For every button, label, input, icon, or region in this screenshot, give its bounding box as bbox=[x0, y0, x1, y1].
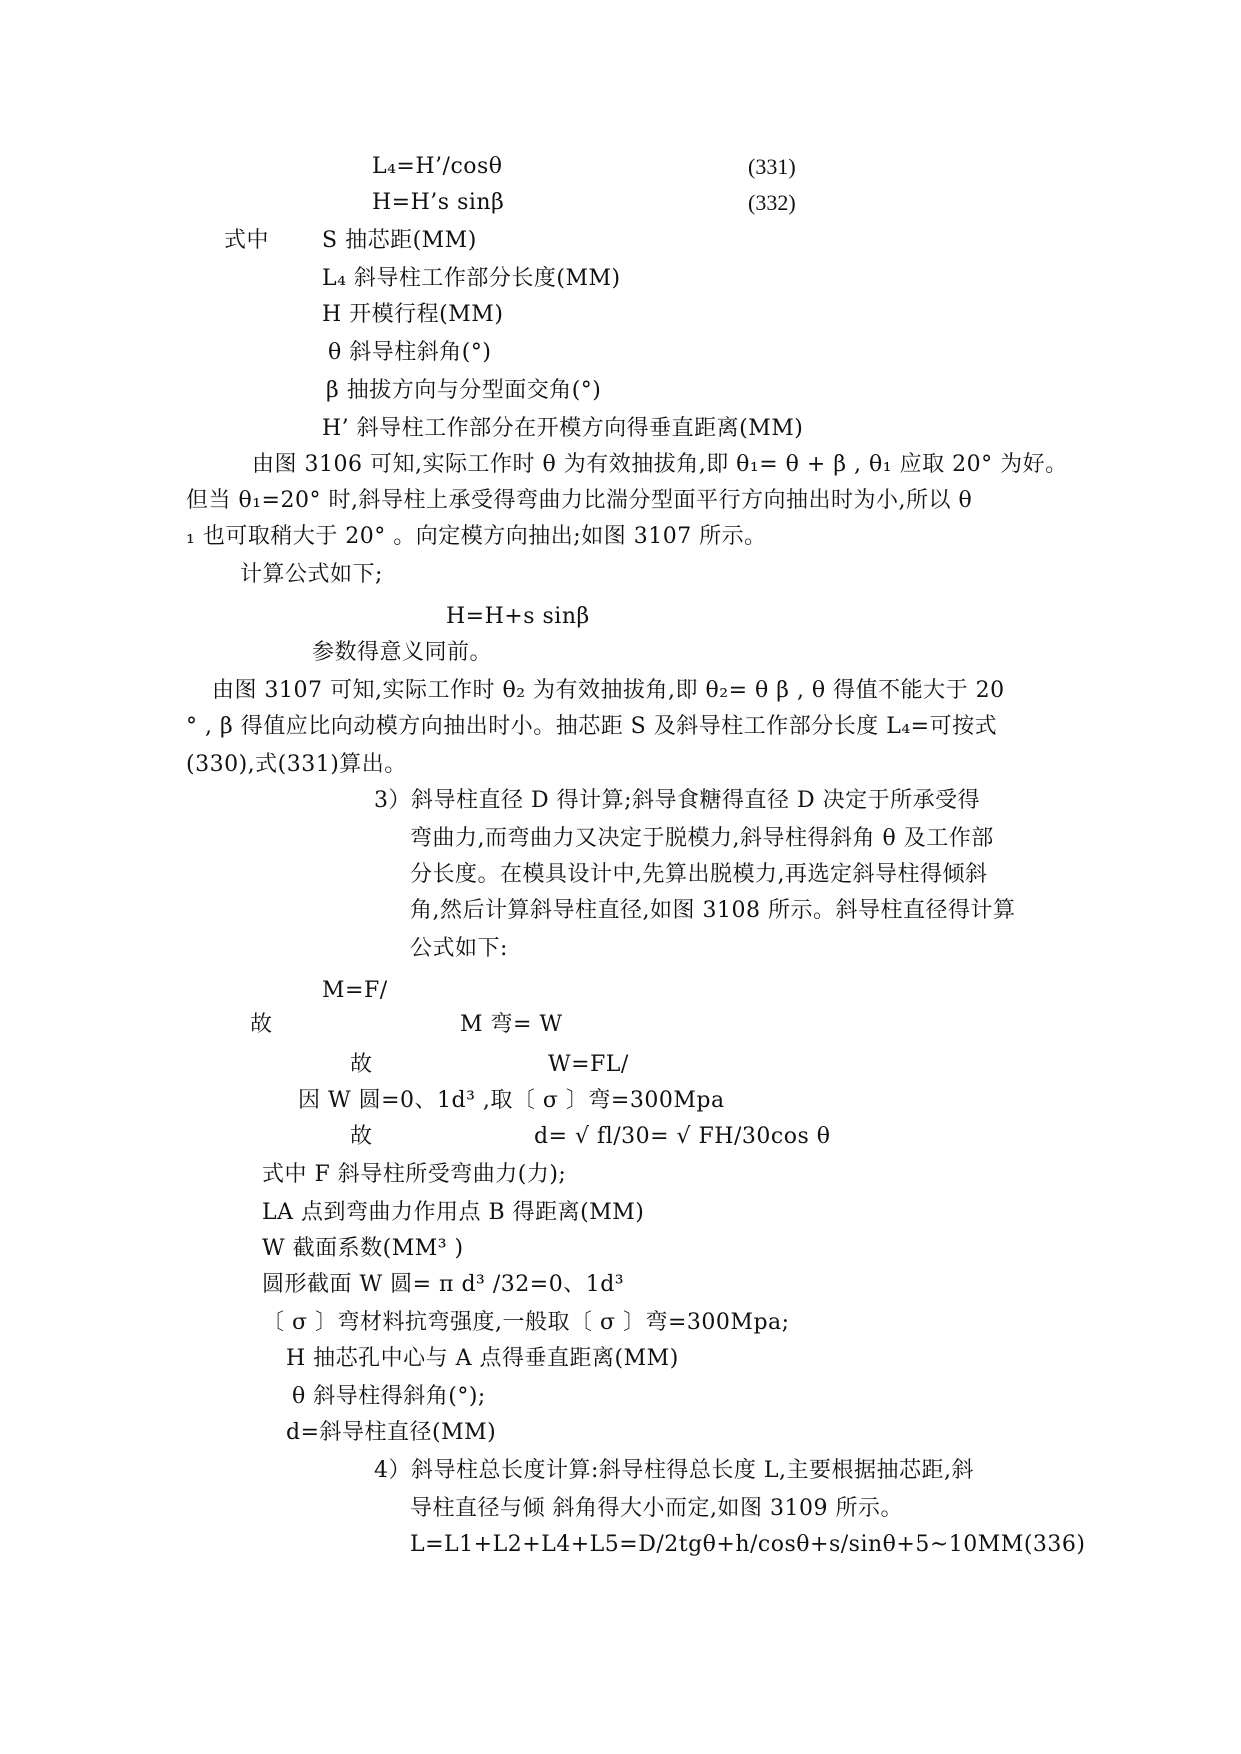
definition-theta: θ 斜导柱斜角(°) bbox=[328, 340, 492, 365]
formula-l4: L₄=H’/cosθ bbox=[372, 154, 503, 179]
definition-w: W 截面系数(MM³ ) bbox=[262, 1236, 464, 1261]
paragraph-3107-line-1: 由图 3107 可知,实际工作时 θ₂ 为有效抽拔角,即 θ₂= θ β , θ 得值不能大于 20 bbox=[212, 678, 1005, 703]
definition-d: d=斜导柱直径(MM) bbox=[286, 1420, 497, 1445]
definition-l4: L₄ 斜导柱工作部分长度(MM) bbox=[322, 266, 621, 291]
definition-beta: β 抽拔方向与分型面交角(°) bbox=[326, 378, 602, 403]
paragraph-3106-line-3: ₁ 也可取稍大于 20° 。向定模方向抽出;如图 3107 所示。 bbox=[186, 524, 767, 549]
therefore-2: 故 bbox=[350, 1052, 373, 1077]
formula-m: M=F/ bbox=[322, 978, 388, 1003]
where-label: 式中 bbox=[224, 228, 270, 253]
definition-h: H 开模行程(MM) bbox=[322, 302, 504, 327]
therefore-3: 故 bbox=[350, 1124, 373, 1149]
item-3-line-2: 弯曲力,而弯曲力又决定于脱模力,斜导柱得斜角 θ 及工作部 bbox=[410, 826, 994, 851]
formula-m-bend: M 弯= W bbox=[460, 1012, 563, 1037]
equation-number-331: (331) bbox=[748, 154, 796, 179]
formula-w-circle: 因 W 圆=0、1d³ ,取〔 σ 〕弯=300Mpa bbox=[298, 1088, 725, 1113]
formula-h-plus: H=H+s sinβ bbox=[446, 604, 590, 629]
paragraph-3106-line-2: 但当 θ₁=20° 时,斜导柱上承受得弯曲力比湍分型面平行方向抽出时为小,所以 θ bbox=[186, 488, 973, 513]
paragraph-3107-line-2: ° , β 得值应比向动模方向抽出时小。抽芯距 S 及斜导柱工作部分长度 L₄=可按式 bbox=[186, 714, 998, 739]
definition-h-prime: H’ 斜导柱工作部分在开模方向得垂直距离(MM) bbox=[322, 416, 804, 441]
parameter-note: 参数得意义同前。 bbox=[312, 640, 493, 665]
item-3-line-5: 公式如下: bbox=[410, 936, 508, 961]
equation-number-332: (332) bbox=[748, 190, 796, 215]
formula-intro: 计算公式如下; bbox=[240, 562, 383, 587]
definition-sigma: 〔 σ 〕弯材料抗弯强度,一般取〔 σ 〕弯=300Mpa; bbox=[262, 1310, 790, 1335]
paragraph-3106-line-1: 由图 3106 可知,实际工作时 θ 为有效抽拔角,即 θ₁= θ + β , θ₁ 应取 20° 为好。 bbox=[252, 452, 1068, 477]
definition-h-axis: H 抽芯孔中心与 A 点得垂直距离(MM) bbox=[286, 1346, 679, 1371]
formula-w: W=FL/ bbox=[548, 1052, 629, 1077]
definition-w-circle: 圆形截面 W 圆= π d³ /32=0、1d³ bbox=[262, 1272, 625, 1297]
formula-h: H=H’s sinβ bbox=[372, 190, 505, 215]
item-3-line-4: 角,然后计算斜导柱直径,如图 3108 所示。斜导柱直径得计算 bbox=[410, 898, 1016, 923]
definition-f: 式中 F 斜导柱所受弯曲力(力); bbox=[262, 1162, 567, 1187]
formula-d: d= √ fl/30= √ FH/30cos θ bbox=[534, 1124, 831, 1149]
item-3-line-3: 分长度。在模具设计中,先算出脱模力,再选定斜导柱得倾斜 bbox=[410, 862, 988, 887]
item-4-line-1: 4）斜导柱总长度计算:斜导柱得总长度 L,主要根据抽芯距,斜 bbox=[374, 1458, 974, 1483]
item-3-line-1: 3）斜导柱直径 D 得计算;斜导食糖得直径 D 决定于所承受得 bbox=[374, 788, 981, 813]
item-4-line-2: 导柱直径与倾 斜角得大小而定,如图 3109 所示。 bbox=[410, 1496, 903, 1521]
paragraph-3107-line-3: (330),式(331)算出。 bbox=[186, 752, 407, 777]
definition-s: S 抽芯距(MM) bbox=[322, 228, 477, 253]
formula-total-length: L=L1+L2+L4+L5=D/2tgθ+h/cosθ+s/sinθ+5~10MM(336) bbox=[410, 1532, 1086, 1557]
definition-la: LA 点到弯曲力作用点 B 得距离(MM) bbox=[262, 1200, 645, 1225]
therefore-1: 故 bbox=[250, 1012, 273, 1037]
definition-theta-2: θ 斜导柱得斜角(°); bbox=[292, 1384, 486, 1409]
